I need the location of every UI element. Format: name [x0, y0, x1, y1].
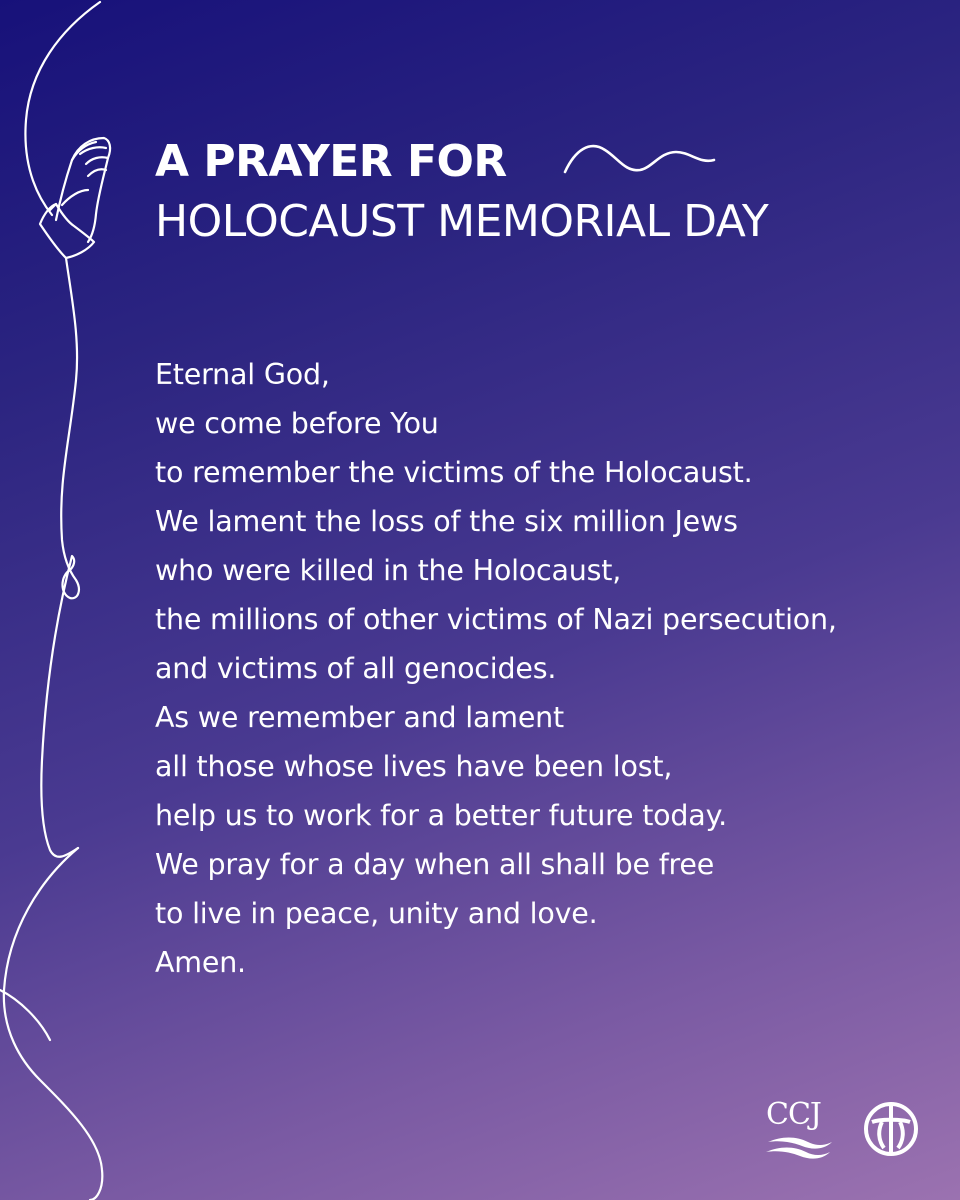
ccj-waves-icon	[764, 1134, 834, 1160]
prayer-line: help us to work for a better future today.	[155, 799, 728, 832]
prayer-line: who were killed in the Holocaust,	[155, 554, 622, 587]
prayer-line: We lament the loss of the six million Jews	[155, 505, 738, 538]
prayer-line: As we remember and lament	[155, 701, 564, 734]
prayer-text	[155, 350, 837, 987]
prayer-line: to live in peace, unity and love.	[155, 897, 598, 930]
prayer-line: the millions of other victims of Nazi persecution,	[155, 603, 837, 636]
prayer-line: Eternal God,	[155, 358, 330, 391]
title-line-1: A PRAYER FOR	[155, 136, 507, 187]
ccj-logo-text: CCJ	[766, 1097, 821, 1132]
prayer-line: and victims of all genocides.	[155, 652, 557, 685]
decorative-line	[41, 258, 79, 857]
decorative-line	[4, 848, 102, 1200]
decorative-line	[0, 990, 50, 1040]
logo-group	[762, 1096, 932, 1166]
prayer-line: Amen.	[155, 946, 246, 979]
page-title	[155, 132, 768, 252]
prayer-line: we come before You	[155, 407, 439, 440]
prayer-line: We pray for a day when all shall be free	[155, 848, 715, 881]
prayer-line: to remember the victims of the Holocaust.	[155, 456, 753, 489]
prayer-line: all those whose lives have been lost,	[155, 750, 673, 783]
decorative-line	[25, 2, 100, 215]
church-of-england-icon	[862, 1100, 920, 1158]
praying-hands-icon	[40, 138, 110, 258]
title-line-2: HOLOCAUST MEMORIAL DAY	[155, 196, 769, 247]
ccj-logo	[762, 1096, 834, 1162]
